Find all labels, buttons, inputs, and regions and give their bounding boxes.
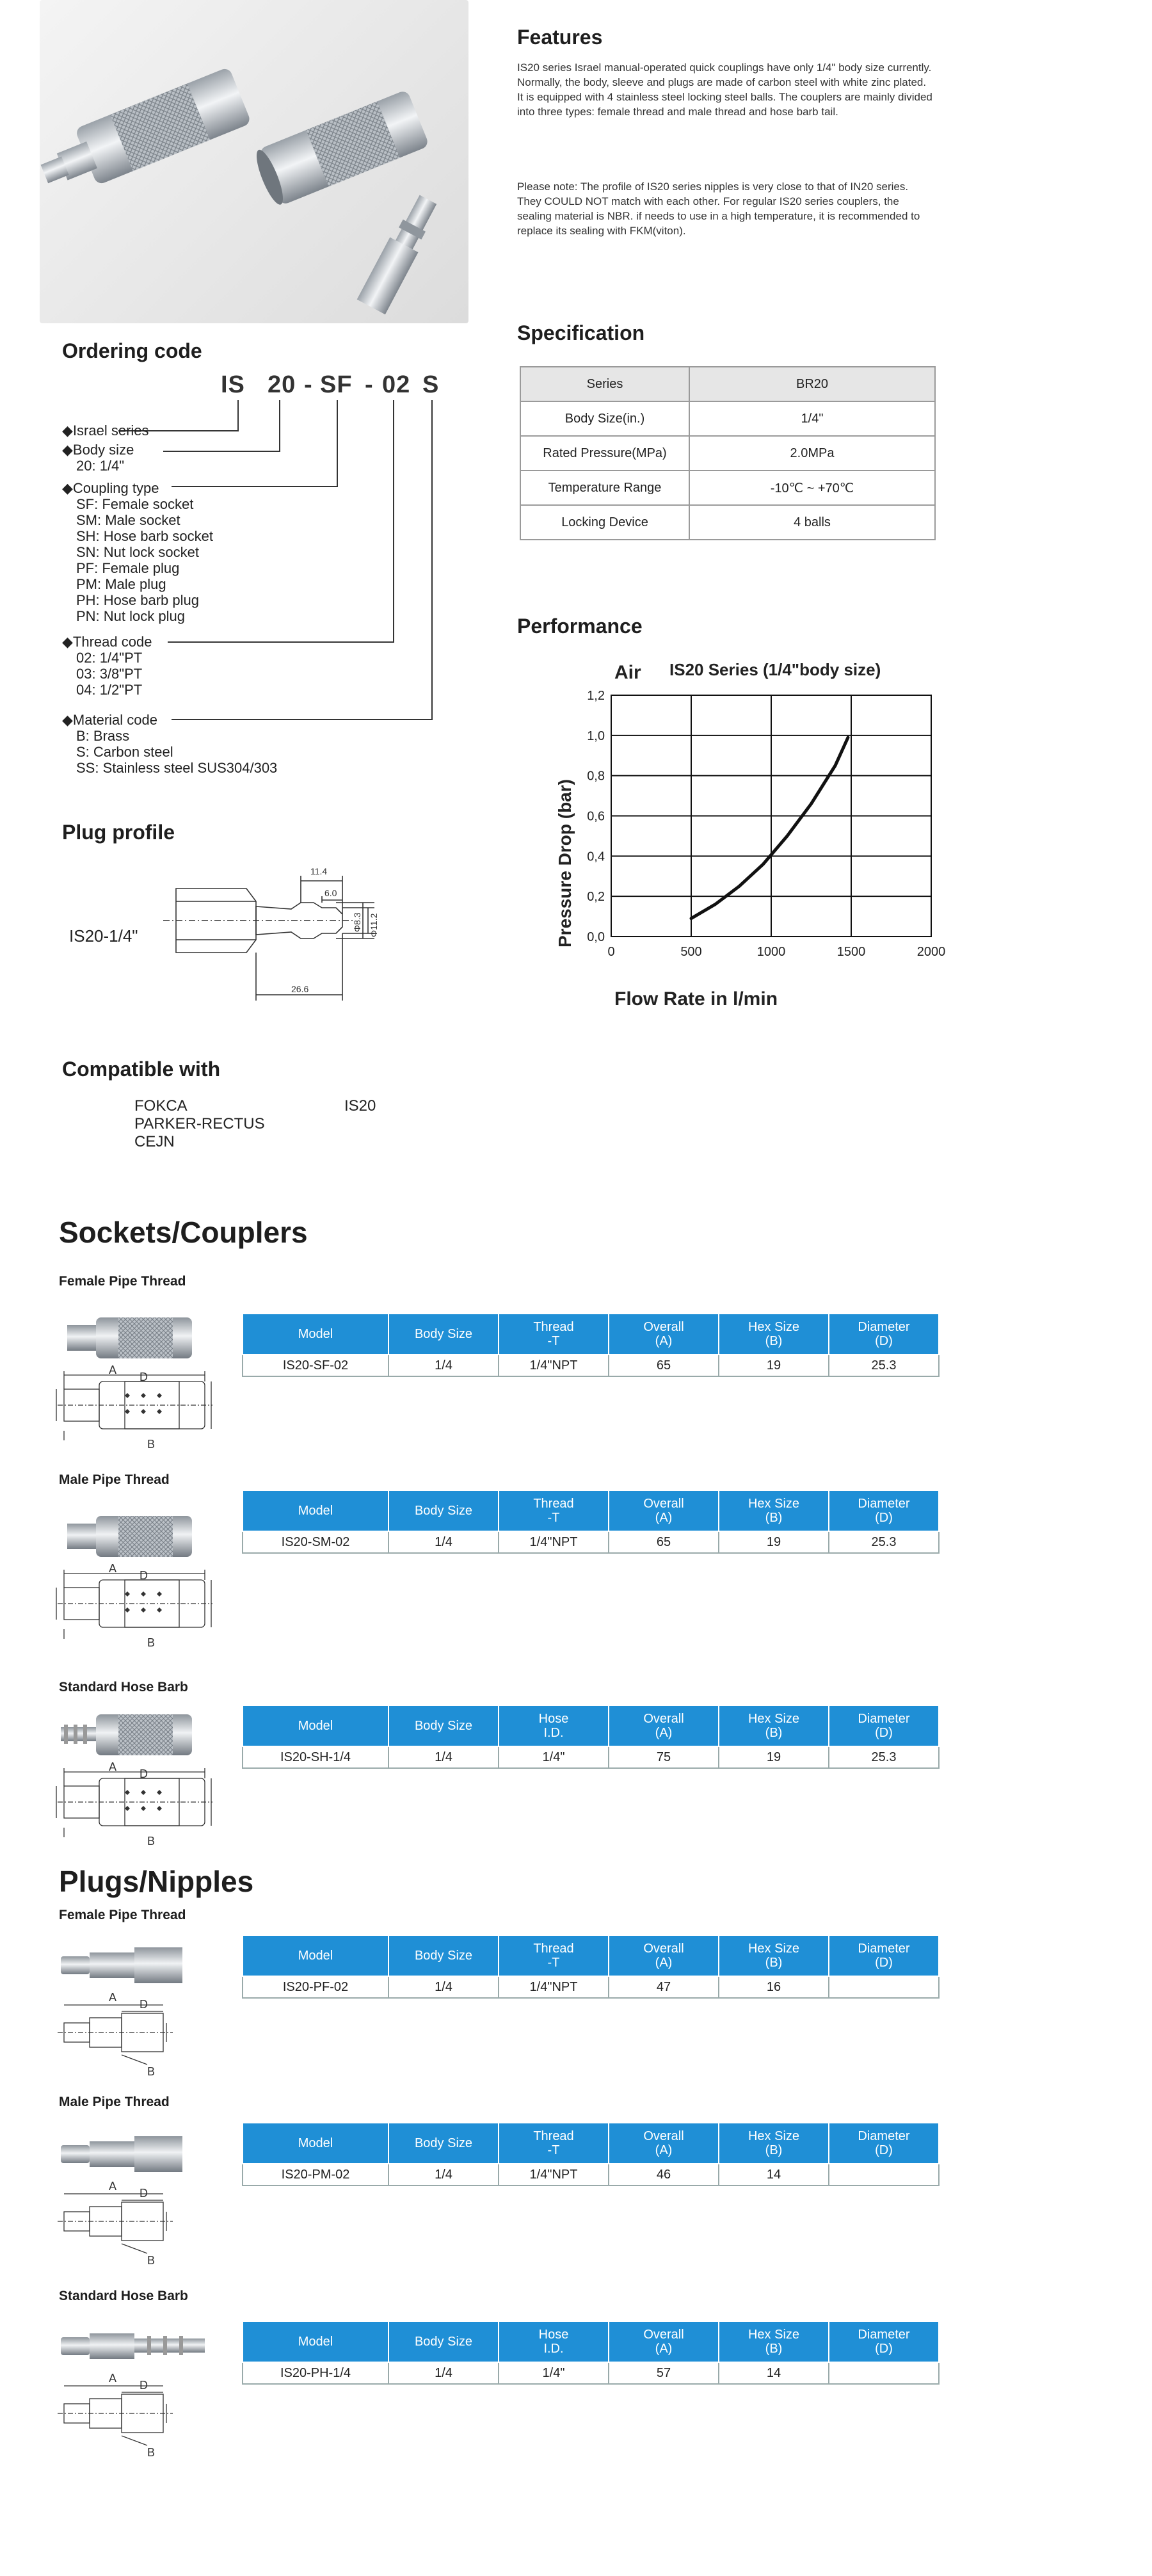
product-table (242, 2321, 940, 2385)
column-header: Hose I.D. (499, 2321, 609, 2362)
coupling-type-label: Coupling type (72, 480, 159, 496)
spec-cell: Locking Device (520, 505, 689, 540)
brand-item: FOKCA (134, 1097, 188, 1115)
column-header: Diameter (D) (829, 2321, 939, 2362)
product-table-header (243, 1705, 939, 1746)
dim-letter-a: A (109, 2372, 117, 2385)
column-header: Hose I.D. (499, 1705, 609, 1746)
chart-medium-label: Air (614, 662, 641, 683)
chart-y-tick-label: 0,0 (587, 930, 605, 944)
column-header: Diameter (D) (829, 1935, 939, 1976)
table-cell: 1/4"NPT (499, 1355, 609, 1376)
diamond-bullet-icon: ◆ (62, 423, 73, 439)
table-cell: 25.3 (829, 1746, 939, 1768)
compatible-brands (134, 1097, 265, 1151)
table-cell: IS20-PM-02 (243, 2164, 388, 2186)
spec-cell: Rated Pressure(MPa) (520, 436, 689, 471)
column-header: Thread -T (499, 1490, 609, 1531)
product-table (242, 1313, 940, 1377)
spec-cell: Series (520, 367, 689, 401)
dim-label: 26.6 (291, 984, 309, 994)
table-cell: 1/4 (388, 1355, 499, 1376)
column-header: Model (243, 2321, 388, 2362)
material-item: SS: Stainless steel SUS304/303 (76, 760, 278, 776)
table-cell: 14 (719, 2362, 829, 2384)
ordering-code-leader-lines (0, 0, 486, 743)
column-header: Body Size (388, 2321, 499, 2362)
spec-row (520, 436, 935, 471)
dim-label: Φ11.2 (369, 913, 379, 937)
product-table-header (243, 2321, 939, 2362)
table-cell: 1/4" (499, 1746, 609, 1768)
chart-x-tick-label: 1500 (836, 945, 866, 959)
thread-item: 02: 1/4"PT (76, 650, 143, 666)
dim-letter-b: B (147, 1438, 156, 1451)
table-row (243, 1355, 939, 1376)
product-table (242, 1935, 940, 1999)
features-paragraph-2: Please note: The profile of IS20 series nipples is very close to that of IN20 series. They COULD NOT match with each other. For regular IS20 series couplers, the sealing material is NBR. if needs to use in a high temperature, it is recommended to replace its sealing with FKM(viton). (517, 181, 920, 237)
dim-letter-b: B (147, 1636, 156, 1649)
code-thread: 02 (382, 371, 411, 398)
dim-letter-a: A (109, 1760, 117, 1773)
dim-label: 6.0 (324, 888, 337, 898)
body-size-label: Body size (72, 442, 134, 458)
chart-y-tick-label: 0,8 (587, 769, 605, 784)
column-header: Diameter (D) (829, 1490, 939, 1531)
chart-ticks (587, 689, 945, 959)
chart-x-tick-label: 500 (680, 945, 702, 959)
coupling-type-entry (62, 480, 213, 624)
israel-series-entry (62, 423, 149, 439)
table-cell: IS20-SF-02 (243, 1355, 388, 1376)
table-cell: 1/4 (388, 1746, 499, 1768)
column-header: Model (243, 1314, 388, 1355)
table-cell: 14 (719, 2164, 829, 2186)
dim-letter-d: D (140, 2187, 148, 2200)
table-cell: IS20-SM-02 (243, 1531, 388, 1553)
table-cell: 1/4"NPT (499, 1531, 609, 1553)
ordering-code-title: Ordering code (62, 339, 202, 362)
israel-series-label: Israel series (72, 423, 149, 439)
column-header: Hex Size (B) (719, 1705, 829, 1746)
dim-letter-b: B (147, 2446, 156, 2459)
table-cell: 1/4 (388, 1531, 499, 1553)
chart-y-axis-label: Pressure Drop (bar) (555, 779, 575, 947)
table-cell: 65 (609, 1531, 719, 1553)
product-drawing (45, 2314, 218, 2474)
specification-title: Specification (517, 321, 645, 344)
coupling-item: PH: Hose barb plug (76, 592, 199, 608)
product-drawing (45, 1504, 218, 1664)
column-header: Body Size (388, 1314, 499, 1355)
table-cell: 65 (609, 1355, 719, 1376)
table-cell: IS20-PH-1/4 (243, 2362, 388, 2384)
table-cell: 47 (609, 1976, 719, 1998)
table-cell: 46 (609, 2164, 719, 2186)
column-header: Diameter (D) (829, 1705, 939, 1746)
material-item: S: Carbon steel (76, 744, 173, 760)
dim-letter-b: B (147, 2065, 156, 2078)
product-drawing (45, 1703, 218, 1863)
dim-letter-a: A (109, 2180, 117, 2193)
product-table-header (243, 1490, 939, 1531)
table-row (243, 1746, 939, 1768)
body-size-item: 20: 1/4" (76, 458, 125, 474)
spec-header-row (520, 367, 935, 401)
table-cell (829, 1976, 939, 1998)
column-header: Diameter (D) (829, 2123, 939, 2164)
table-cell: 19 (719, 1531, 829, 1553)
chart-title: IS20 Series (1/4"body size) (669, 660, 881, 679)
spec-cell: Body Size(in.) (520, 401, 689, 436)
column-header: Overall (A) (609, 2321, 719, 2362)
material-item: B: Brass (76, 728, 130, 744)
chart-y-tick-label: 1,0 (587, 729, 605, 743)
column-header: Body Size (388, 1705, 499, 1746)
body-size-entry (62, 442, 134, 474)
chart-x-tick-label: 0 (607, 945, 615, 959)
specification-table (520, 366, 936, 540)
code-series: IS (221, 371, 245, 398)
column-header: Model (243, 1490, 388, 1531)
table-cell: 1/4" (499, 2362, 609, 2384)
chart-y-tick-label: 1,2 (587, 689, 605, 703)
column-header: Hex Size (B) (719, 2123, 829, 2164)
column-header: Overall (A) (609, 1490, 719, 1531)
product-table (242, 2122, 940, 2186)
diamond-bullet-icon: ◆ (62, 480, 73, 496)
table-cell (829, 2362, 939, 2384)
plug-profile-drawing (163, 857, 451, 1017)
table-cell: 1/4"NPT (499, 2164, 609, 2186)
product-drawing (45, 1306, 218, 1466)
plug-profile-label: IS20-1/4" (69, 926, 138, 946)
product-group-label: Standard Hose Barb (59, 2289, 188, 2303)
plugs-title: Plugs/Nipples (59, 1865, 254, 1898)
column-header: Hex Size (B) (719, 2321, 829, 2362)
column-header: Overall (A) (609, 2123, 719, 2164)
material-code-entry (62, 712, 277, 776)
column-header: Thread -T (499, 1935, 609, 1976)
dim-letter-d: D (140, 1998, 148, 2011)
code-coupling-type: SF (320, 371, 353, 398)
column-header: Hex Size (B) (719, 1935, 829, 1976)
thread-item: 03: 3/8"PT (76, 666, 143, 682)
material-code-label: Material code (72, 712, 157, 728)
dim-letter-b: B (147, 2254, 156, 2267)
product-table (242, 1705, 940, 1769)
sockets-title: Sockets/Couplers (59, 1216, 308, 1249)
table-cell: 1/4 (388, 2362, 499, 2384)
coupling-item: SH: Hose barb socket (76, 528, 213, 544)
table-cell: 25.3 (829, 1531, 939, 1553)
column-header: Model (243, 1935, 388, 1976)
column-header: Body Size (388, 2123, 499, 2164)
spec-cell: -10℃ ~ +70℃ (689, 471, 935, 505)
table-cell: 25.3 (829, 1355, 939, 1376)
chart-x-axis-label: Flow Rate in l/min (614, 988, 778, 1010)
product-table-header (243, 1314, 939, 1355)
coupling-item: SM: Male socket (76, 512, 180, 528)
code-material: S (422, 371, 440, 398)
product-group-label: Female Pipe Thread (59, 1908, 186, 1922)
chart-grid (611, 695, 931, 937)
chart-x-tick-label: 1000 (756, 945, 786, 959)
column-header: Model (243, 2123, 388, 2164)
table-cell: 19 (719, 1746, 829, 1768)
table-row (243, 1531, 939, 1553)
product-table-header (243, 1935, 939, 1976)
diamond-bullet-icon: ◆ (62, 442, 73, 458)
table-cell: 19 (719, 1355, 829, 1376)
features-paragraph-1: IS20 series Israel manual-operated quick couplings have only 1/4" body size currently. Normally, the body, sleeve and plugs are made of carbon steel with white zinc plated. It is equipped with 4 stainless steel locking steel balls. The couplers are mainly divided into three types: female thread and male thread and hose barb tail. (517, 61, 932, 118)
dim-letter-a: A (109, 1562, 117, 1575)
table-cell: 1/4 (388, 2164, 499, 2186)
table-cell: 1/4"NPT (499, 1976, 609, 1998)
product-drawing (45, 1933, 218, 2093)
chart-y-tick-label: 0,4 (587, 849, 605, 864)
table-cell: 1/4 (388, 1976, 499, 1998)
column-header: Model (243, 1705, 388, 1746)
product-group-label: Female Pipe Thread (59, 1274, 186, 1289)
table-cell: 57 (609, 2362, 719, 2384)
dim-letter-a: A (109, 1991, 117, 2004)
chart-y-tick-label: 0,2 (587, 890, 605, 905)
spec-cell: 1/4" (689, 401, 935, 436)
dim-letter-d: D (140, 1371, 148, 1383)
thread-code-entry (62, 634, 152, 698)
spec-cell: BR20 (689, 367, 935, 401)
chart-y-tick-label: 0,6 (587, 809, 605, 824)
spec-cell: 2.0MPa (689, 436, 935, 471)
coupling-item: PN: Nut lock plug (76, 608, 185, 624)
chart-series (691, 737, 848, 919)
compatible-series: IS20 (344, 1097, 376, 1115)
table-cell: IS20-PF-02 (243, 1976, 388, 1998)
table-cell: 75 (609, 1746, 719, 1768)
table-cell: IS20-SH-1/4 (243, 1746, 388, 1768)
chart-x-tick-label: 2000 (916, 945, 946, 959)
product-table-header (243, 2123, 939, 2164)
dim-letter-a: A (109, 1364, 117, 1376)
compatible-title: Compatible with (62, 1058, 221, 1081)
thread-item: 04: 1/2"PT (76, 682, 143, 698)
dim-letter-b: B (147, 1835, 156, 1847)
table-cell: 16 (719, 1976, 829, 1998)
features-title: Features (517, 26, 603, 49)
spec-row (520, 505, 935, 540)
dim-label: 11.4 (310, 866, 328, 876)
dim-letter-d: D (140, 2379, 148, 2392)
column-header: Hex Size (B) (719, 1314, 829, 1355)
table-cell (829, 2164, 939, 2186)
diamond-bullet-icon: ◆ (62, 634, 73, 650)
coupling-item: SF: Female socket (76, 496, 194, 512)
brand-item: PARKER-RECTUS (134, 1115, 265, 1132)
column-header: Body Size (388, 1490, 499, 1531)
dim-letter-d: D (140, 1767, 148, 1780)
brand-item: CEJN (134, 1133, 175, 1150)
table-row (243, 2362, 939, 2384)
spec-row (520, 401, 935, 436)
spec-cell: 4 balls (689, 505, 935, 540)
chart-series-line (691, 737, 848, 919)
coupling-item: PM: Male plug (76, 576, 166, 592)
column-header: Diameter (D) (829, 1314, 939, 1355)
code-dash-2: - (365, 371, 374, 398)
product-group-label: Standard Hose Barb (59, 1680, 188, 1695)
product-table (242, 1490, 940, 1554)
product-drawing (45, 2122, 218, 2282)
column-header: Overall (A) (609, 1314, 719, 1355)
coupling-item: SN: Nut lock socket (76, 544, 199, 560)
coupling-item: PF: Female plug (76, 560, 180, 576)
dim-letter-d: D (140, 1569, 148, 1582)
table-row (243, 1976, 939, 1998)
code-body-size: 20 (268, 371, 296, 398)
thread-code-label: Thread code (72, 634, 152, 650)
plug-profile-title: Plug profile (62, 821, 175, 844)
column-header: Thread -T (499, 1314, 609, 1355)
spec-row (520, 471, 935, 505)
column-header: Thread -T (499, 2123, 609, 2164)
column-header: Body Size (388, 1935, 499, 1976)
column-header: Overall (A) (609, 1705, 719, 1746)
dim-label: Φ8.3 (352, 912, 362, 932)
performance-chart (538, 647, 973, 1031)
product-group-label: Male Pipe Thread (59, 1472, 170, 1487)
spec-cell: Temperature Range (520, 471, 689, 505)
diamond-bullet-icon: ◆ (62, 712, 73, 728)
code-dash-1: - (304, 371, 313, 398)
product-group-label: Male Pipe Thread (59, 2095, 170, 2109)
column-header: Overall (A) (609, 1935, 719, 1976)
table-row (243, 2164, 939, 2186)
performance-title: Performance (517, 615, 643, 638)
column-header: Hex Size (B) (719, 1490, 829, 1531)
